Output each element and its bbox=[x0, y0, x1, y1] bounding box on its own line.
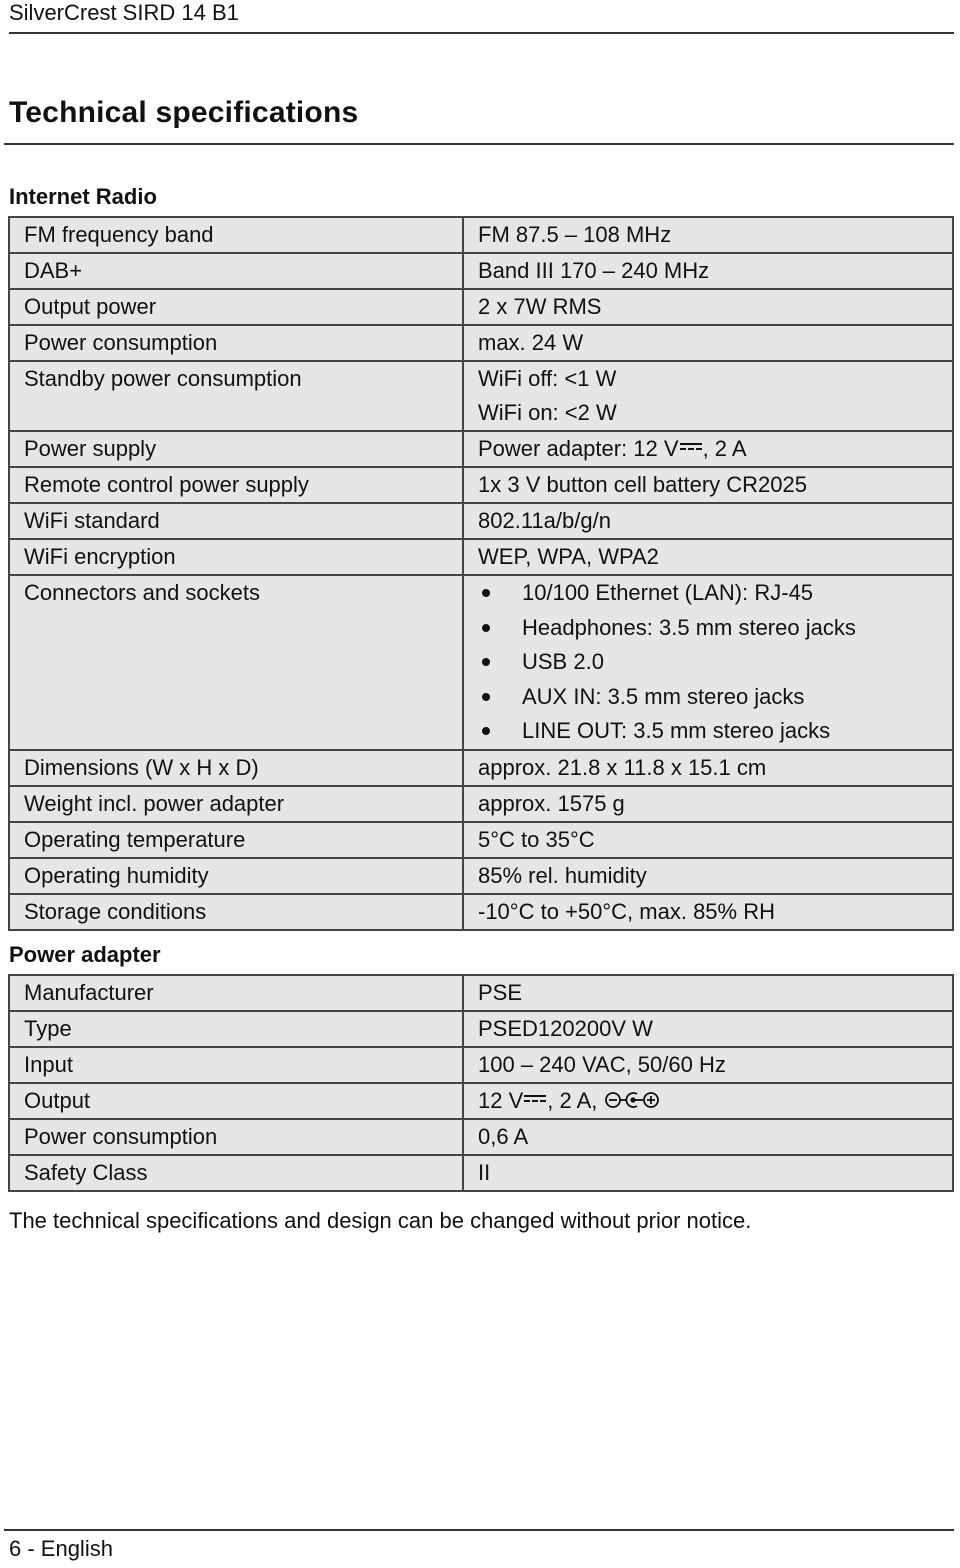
list-item-text: Headphones: 3.5 mm stereo jacks bbox=[522, 614, 856, 640]
spec-value: -10°C to +50°C, max. 85% RH bbox=[463, 894, 953, 930]
spec-value-line: WiFi off: <1 W bbox=[478, 366, 617, 391]
spec-label: WiFi standard bbox=[9, 503, 463, 539]
spec-label: Type bbox=[9, 1011, 463, 1047]
bullet-icon bbox=[482, 727, 490, 735]
list-item bbox=[478, 576, 952, 611]
table-row bbox=[9, 822, 953, 858]
table-row bbox=[9, 217, 953, 253]
page-title: Technical specifications bbox=[9, 96, 359, 129]
bullet-icon bbox=[482, 624, 490, 632]
spec-value: approx. 1575 g bbox=[463, 786, 953, 822]
list-item-text: LINE OUT: 3.5 mm stereo jacks bbox=[522, 718, 831, 743]
spec-value bbox=[463, 575, 953, 750]
list-item bbox=[478, 680, 952, 715]
spec-label: Safety Class bbox=[9, 1155, 463, 1191]
product-name: SilverCrest SIRD 14 B1 bbox=[9, 0, 239, 25]
spec-label: Operating temperature bbox=[9, 822, 463, 858]
spec-value bbox=[463, 1083, 953, 1119]
spec-label: Manufacturer bbox=[9, 975, 463, 1011]
table-row bbox=[9, 858, 953, 894]
spec-label: Input bbox=[9, 1047, 463, 1083]
spec-label: Power consumption bbox=[9, 325, 463, 361]
section-title-internet-radio: Internet Radio bbox=[9, 184, 157, 209]
table-row bbox=[9, 575, 953, 750]
table-row bbox=[9, 894, 953, 930]
bullet-icon bbox=[482, 658, 490, 666]
spec-value-text: , 2 A bbox=[702, 436, 747, 461]
spec-value: 85% rel. humidity bbox=[463, 858, 953, 894]
table-row bbox=[9, 1155, 953, 1191]
spec-label: Remote control power supply bbox=[9, 467, 463, 503]
power-adapter-spec-table bbox=[8, 974, 954, 1192]
table-row bbox=[9, 503, 953, 539]
spec-value-text: , 2 A, bbox=[547, 1088, 604, 1113]
page-number: 6 - English bbox=[9, 1536, 113, 1561]
spec-value: 0,6 A bbox=[463, 1119, 953, 1155]
spec-label: WiFi encryption bbox=[9, 539, 463, 575]
bullet-icon bbox=[482, 693, 490, 701]
polarity-icon bbox=[604, 1089, 660, 1111]
list-item-text: AUX IN: 3.5 mm stereo jacks bbox=[522, 683, 805, 709]
dc-voltage-icon bbox=[523, 1092, 547, 1106]
spec-value: Band III 170 – 240 MHz bbox=[463, 253, 953, 289]
spec-value: WEP, WPA, WPA2 bbox=[463, 539, 953, 575]
table-row bbox=[9, 975, 953, 1011]
spec-value: max. 24 W bbox=[463, 325, 953, 361]
spec-value: 1x 3 V button cell battery CR2025 bbox=[463, 467, 953, 503]
spec-label: Output power bbox=[9, 289, 463, 325]
section-title-power-adapter: Power adapter bbox=[9, 942, 161, 967]
table-row bbox=[9, 539, 953, 575]
table-row bbox=[9, 1083, 953, 1119]
footer-divider bbox=[4, 1529, 954, 1531]
spec-label: DAB+ bbox=[9, 253, 463, 289]
spec-value: approx. 21.8 x 11.8 x 15.1 cm bbox=[463, 750, 953, 786]
list-item bbox=[478, 645, 952, 680]
spec-value: 802.11a/b/g/n bbox=[463, 503, 953, 539]
table-row bbox=[9, 1047, 953, 1083]
spec-value-text: 12 V bbox=[478, 1088, 524, 1113]
spec-value: PSED120200V W bbox=[463, 1011, 953, 1047]
list-item-text: 10/100 Ethernet (LAN): RJ-45 bbox=[522, 580, 814, 605]
table-row bbox=[9, 786, 953, 822]
table-row bbox=[9, 325, 953, 361]
table-row bbox=[9, 361, 953, 431]
table-row bbox=[9, 1011, 953, 1047]
list-item-text: USB 2.0 bbox=[522, 649, 604, 674]
dc-voltage-icon bbox=[679, 440, 703, 454]
spec-value-text: Power adapter: 12 V bbox=[478, 436, 679, 461]
spec-value bbox=[463, 361, 953, 431]
spec-label: Power supply bbox=[9, 431, 463, 467]
spec-value: 2 x 7W RMS bbox=[463, 289, 953, 325]
spec-value-line: WiFi on: <2 W bbox=[478, 400, 617, 425]
spec-label: Storage conditions bbox=[9, 894, 463, 930]
table-row bbox=[9, 467, 953, 503]
internet-radio-spec-table bbox=[8, 216, 954, 931]
title-divider bbox=[4, 143, 954, 145]
disclaimer-note: The technical specifications and design can be changed without prior notice. bbox=[9, 1208, 752, 1233]
spec-label: Connectors and sockets bbox=[9, 575, 463, 750]
spec-value: 5°C to 35°C bbox=[463, 822, 953, 858]
spec-label: Weight incl. power adapter bbox=[9, 786, 463, 822]
page-header bbox=[9, 0, 954, 34]
spec-label: Dimensions (W x H x D) bbox=[9, 750, 463, 786]
spec-label: Output bbox=[9, 1083, 463, 1119]
spec-value: PSE bbox=[463, 975, 953, 1011]
spec-label: Standby power consumption bbox=[9, 361, 463, 431]
table-row bbox=[9, 1119, 953, 1155]
spec-label: FM frequency band bbox=[9, 217, 463, 253]
table-row bbox=[9, 750, 953, 786]
table-row bbox=[9, 253, 953, 289]
spec-value: FM 87.5 – 108 MHz bbox=[463, 217, 953, 253]
table-row bbox=[9, 431, 953, 467]
spec-label: Power consumption bbox=[9, 1119, 463, 1155]
bullet-icon bbox=[482, 589, 490, 597]
spec-value bbox=[463, 431, 953, 467]
table-row bbox=[9, 289, 953, 325]
spec-value: 100 – 240 VAC, 50/60 Hz bbox=[463, 1047, 953, 1083]
spec-label: Operating humidity bbox=[9, 858, 463, 894]
list-item bbox=[478, 714, 952, 749]
connectors-list bbox=[478, 576, 952, 749]
spec-value: II bbox=[463, 1155, 953, 1191]
list-item bbox=[478, 611, 952, 646]
